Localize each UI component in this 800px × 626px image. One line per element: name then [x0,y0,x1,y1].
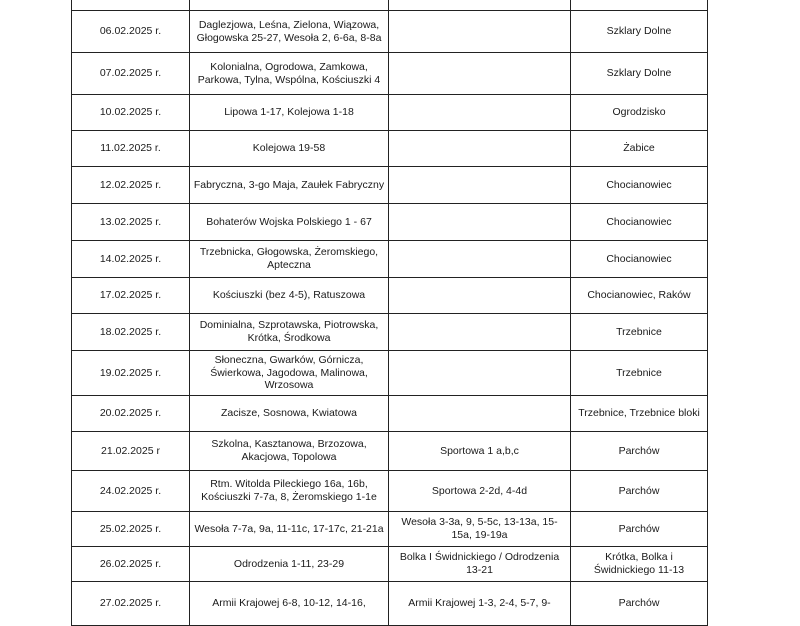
date-cell: 20.02.2025 r. [72,396,190,432]
streets-cell: Słoneczna, Gwarków, Górnicza, Świerkowa, Jagodowa, Malinowa, Wrzosowa [190,351,389,396]
locality-cell: Parchów [571,432,708,471]
date-cell: 25.02.2025 r. [72,512,190,547]
locality-cell: Parchów [571,471,708,512]
streets-secondary-cell [389,131,571,167]
table-row [72,582,708,626]
streets-secondary-cell [389,314,571,351]
date-cell: 27.02.2025 r. [72,582,190,626]
locality-cell: Chocianowiec [571,167,708,204]
streets-cell: Odrodzenia 1-11, 23-29 [190,547,389,582]
streets-secondary-cell: Bolka I Świdnickiego / Odrodzenia 13-21 [389,547,571,582]
date-cell: 13.02.2025 r. [72,204,190,241]
date-cell: 12.02.2025 r. [72,167,190,204]
streets-cell: Szkolna, Kasztanowa, Brzozowa, Akacjowa, Topolowa [190,432,389,471]
schedule-table [71,0,708,626]
streets-secondary-cell [389,0,571,11]
date-cell: 17.02.2025 r. [72,278,190,314]
locality-cell [571,0,708,11]
streets-secondary-cell [389,278,571,314]
locality-cell: Chocianowiec [571,204,708,241]
date-cell: 06.02.2025 r. [72,11,190,53]
table-row [72,432,708,471]
locality-cell: Żabice [571,131,708,167]
locality-cell: Trzebnice [571,314,708,351]
locality-cell: Szklary Dolne [571,11,708,53]
date-cell: 14.02.2025 r. [72,241,190,278]
table-row [72,0,708,11]
locality-cell: Chocianowiec [571,241,708,278]
date-cell: 19.02.2025 r. [72,351,190,396]
streets-cell: Trzebnicka, Głogowska, Żeromskiego, Apteczna [190,241,389,278]
streets-cell: Zacisze, Sosnowa, Kwiatowa [190,396,389,432]
streets-cell: Rtm. Witolda Pileckiego 16a, 16b, Kościuszki 7-7a, 8, Żeromskiego 1-1e [190,471,389,512]
table-row [72,53,708,95]
locality-cell: Parchów [571,512,708,547]
date-cell [72,0,190,11]
streets-secondary-cell [389,53,571,95]
streets-secondary-cell [389,167,571,204]
streets-secondary-cell [389,95,571,131]
table-row [72,547,708,582]
streets-secondary-cell [389,11,571,53]
locality-cell: Trzebnice, Trzebnice bloki [571,396,708,432]
locality-cell: Krótka, Bolka i Świdnickiego 11-13 [571,547,708,582]
streets-secondary-cell: Wesoła 3-3a, 9, 5-5c, 13-13a, 15-15a, 19-19a [389,512,571,547]
table-row [72,167,708,204]
streets-secondary-cell [389,351,571,396]
date-cell: 21.02.2025 r [72,432,190,471]
streets-cell: Bohaterów Wojska Polskiego 1 - 67 [190,204,389,241]
streets-cell: Lipowa 1-17, Kolejowa 1-18 [190,95,389,131]
streets-cell: Kościuszki (bez 4-5), Ratuszowa [190,278,389,314]
date-cell: 07.02.2025 r. [72,53,190,95]
locality-cell: Szklary Dolne [571,53,708,95]
streets-cell: Armii Krajowej 6-8, 10-12, 14-16, [190,582,389,626]
table-row [72,278,708,314]
streets-cell: Daglezjowa, Leśna, Zielona, Wiązowa, Głogowska 25-27, Wesoła 2, 6-6a, 8-8a [190,11,389,53]
streets-cell: Fabryczna, 3-go Maja, Zaułek Fabryczny [190,167,389,204]
streets-cell: Kolonialna, Ogrodowa, Zamkowa, Parkowa, Tylna, Wspólna, Kościuszki 4 [190,53,389,95]
schedule-document [71,0,707,626]
schedule-table-body [72,0,708,626]
locality-cell: Trzebnice [571,351,708,396]
locality-cell: Parchów [571,582,708,626]
streets-secondary-cell [389,204,571,241]
streets-cell: Kolejowa 19-58 [190,131,389,167]
locality-cell: Ogrodzisko [571,95,708,131]
streets-cell [190,0,389,11]
table-row [72,204,708,241]
date-cell: 24.02.2025 r. [72,471,190,512]
streets-secondary-cell [389,241,571,278]
table-row [72,11,708,53]
streets-secondary-cell [389,396,571,432]
date-cell: 18.02.2025 r. [72,314,190,351]
table-row [72,314,708,351]
table-row [72,512,708,547]
streets-cell: Dominialna, Szprotawska, Piotrowska, Krótka, Środkowa [190,314,389,351]
table-row [72,95,708,131]
streets-cell: Wesoła 7-7a, 9a, 11-11c, 17-17c, 21-21a [190,512,389,547]
date-cell: 10.02.2025 r. [72,95,190,131]
table-row [72,396,708,432]
date-cell: 11.02.2025 r. [72,131,190,167]
table-row [72,131,708,167]
streets-secondary-cell: Sportowa 2-2d, 4-4d [389,471,571,512]
streets-secondary-cell: Sportowa 1 a,b,c [389,432,571,471]
table-row [72,471,708,512]
table-row [72,351,708,396]
table-row [72,241,708,278]
date-cell: 26.02.2025 r. [72,547,190,582]
streets-secondary-cell: Armii Krajowej 1-3, 2-4, 5-7, 9- [389,582,571,626]
locality-cell: Chocianowiec, Raków [571,278,708,314]
